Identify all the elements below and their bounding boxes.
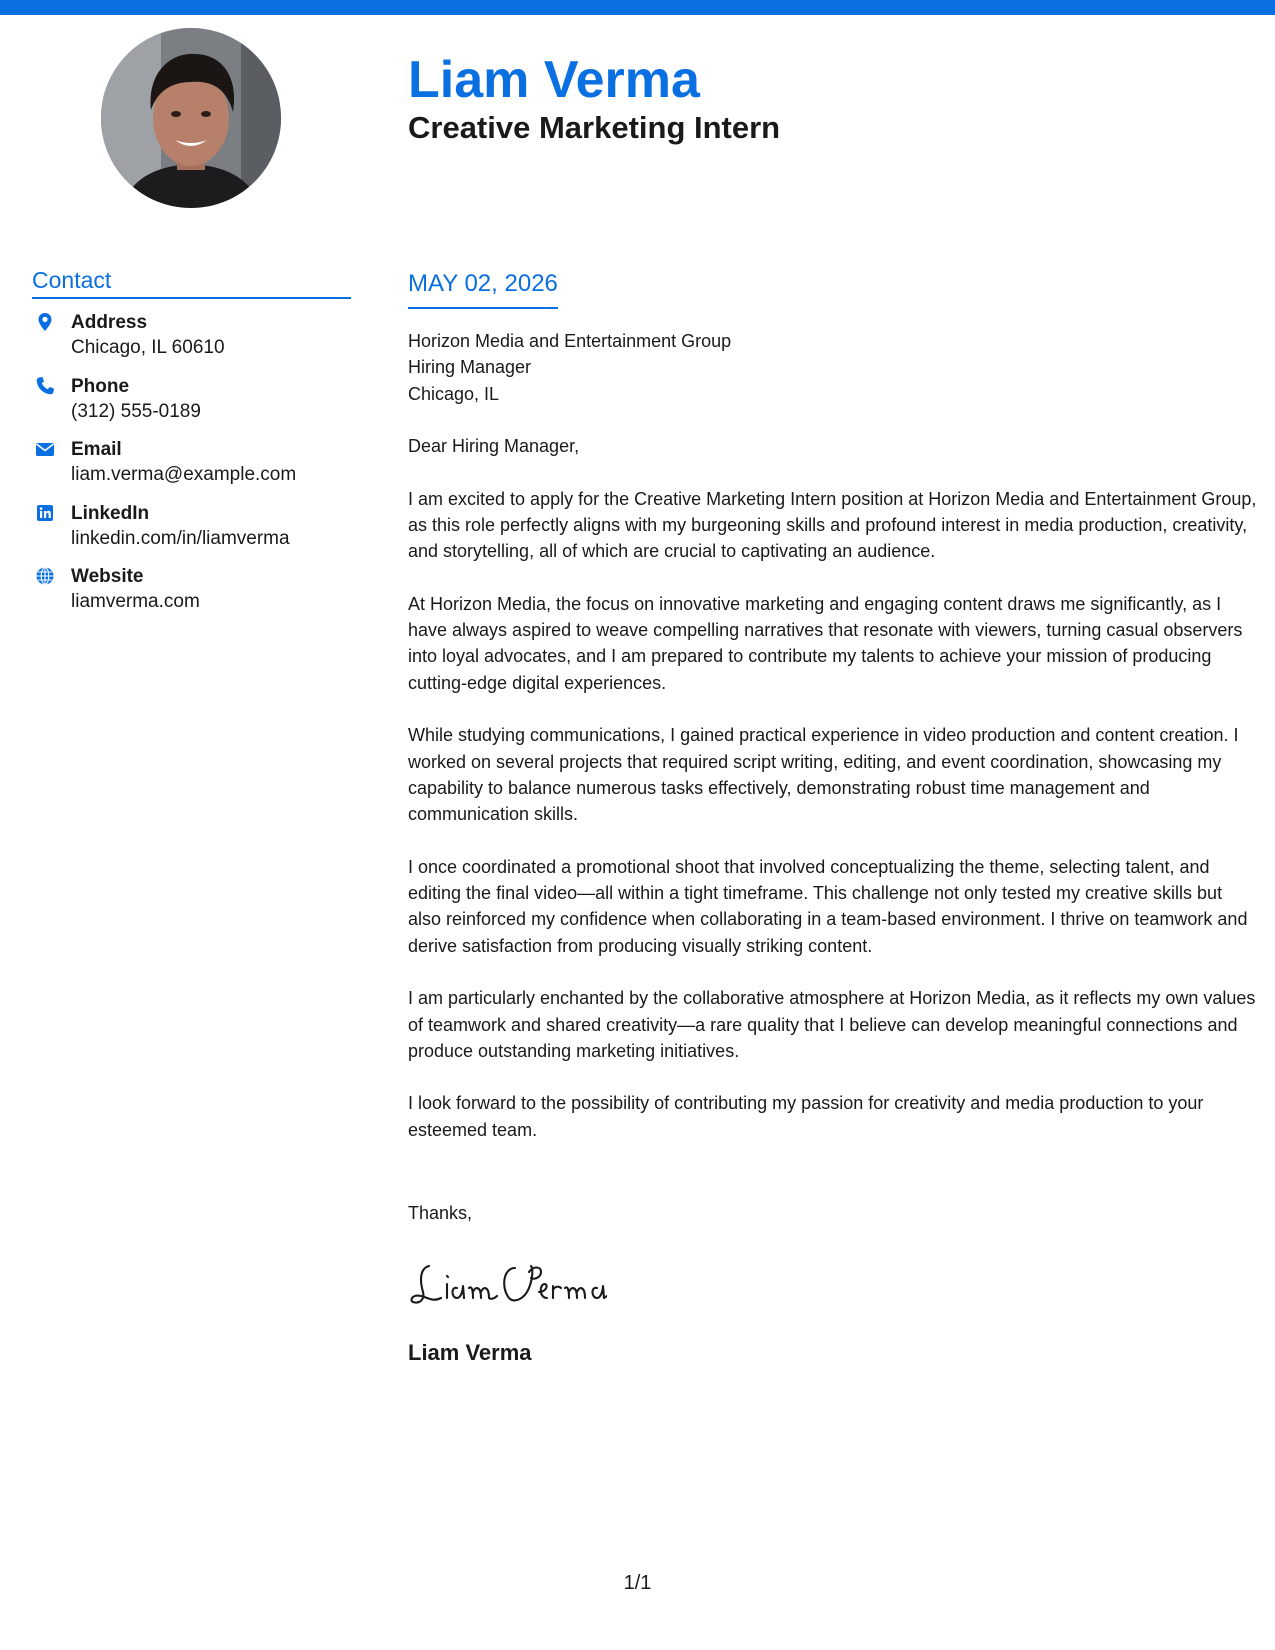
- contact-label: Address: [71, 312, 148, 333]
- envelope-icon: [35, 439, 55, 459]
- contact-value: Chicago, IL 60610: [71, 337, 225, 358]
- contact-label: Email: [71, 439, 122, 460]
- contact-label: Website: [71, 566, 144, 587]
- contact-value: liam.verma@example.com: [71, 464, 297, 485]
- handwritten-signature: [407, 1258, 607, 1310]
- letter-body: [408, 433, 1258, 1169]
- applicant-name: Liam Verma: [408, 51, 700, 109]
- contact-item-website: [32, 564, 362, 628]
- contact-item-linkedin: [32, 501, 362, 565]
- contact-value: linkedin.com/in/liamverma: [71, 527, 290, 549]
- contact-label: Phone: [71, 375, 130, 397]
- contact-label: LinkedIn: [71, 502, 150, 524]
- letter-date: MAY 02, 2026: [408, 268, 558, 309]
- recipient-location: Chicago, IL: [408, 383, 500, 404]
- contact-value: liamverma.com: [71, 591, 200, 612]
- contact-item-address: [32, 310, 362, 374]
- paragraph: I am excited to apply for the Creative Marketing Intern position at Horizon Media and Entertainment Group, as this role perfectly aligns with my burgeoning skills and profound interest in media production, creativity, and storytelling, all of which are crucial to captivating an audience.: [408, 488, 1257, 562]
- profile-photo: [101, 28, 281, 208]
- contact-item-phone: [32, 374, 362, 438]
- contact-value: (312) 555-0189: [71, 400, 201, 422]
- globe-icon: [35, 566, 55, 586]
- paragraph: I look forward to the possibility of contributing my passion for creativity and media production to your esteemed team.: [408, 1093, 1204, 1140]
- signer-name: Liam Verma: [408, 1340, 532, 1365]
- top-accent-bar: [0, 0, 1275, 15]
- phone-icon: [35, 376, 55, 396]
- contact-heading: Contact: [32, 264, 351, 299]
- recipient-company: Horizon Media and Entertainment Group: [408, 331, 732, 351]
- greeting: Dear Hiring Manager,: [408, 436, 580, 456]
- closing: Thanks,: [408, 1203, 473, 1223]
- paragraph: While studying communications, I gained practical experience in video production and content creation. I worked on several projects that required script writing, editing, and event coordination, showcasing my capability to balance numerous tasks effectively, demonstrating robust time management and communication skills.: [408, 725, 1239, 825]
- page-number: 1/1: [623, 1572, 652, 1594]
- contact-item-email: [32, 437, 362, 501]
- recipient-title: Hiring Manager: [408, 357, 532, 378]
- map-pin-icon: [35, 312, 55, 332]
- applicant-role: Creative Marketing Intern: [408, 110, 781, 145]
- contact-list: [32, 310, 362, 628]
- linkedin-icon: [35, 503, 55, 523]
- paragraph: I once coordinated a promotional shoot that involved conceptualizing the theme, selecting talent, and editing the final video—all within a tight timeframe. This challenge not only tested my creative skills but also reinforced my confidence when collaborating in a team-based environment. I thrive on teamwork and derive satisfaction from producing visually striking content.: [408, 856, 1248, 956]
- paragraph: At Horizon Media, the focus on innovative marketing and engaging content draws me significantly, as I have always aspired to weave compelling narratives that resonate with viewers, turning casual observers into loyal advocates, and I am prepared to contribute my talents to achieve your mission of producing cutting-edge digital experiences.: [408, 593, 1243, 693]
- recipient-block: [408, 328, 731, 407]
- paragraph: I am particularly enchanted by the collaborative atmosphere at Horizon Media, as it reflects my own values of teamwork and shared creativity—a rare quality that I believe can develop meaningful connections and produce outstanding marketing initiatives.: [408, 988, 1256, 1061]
